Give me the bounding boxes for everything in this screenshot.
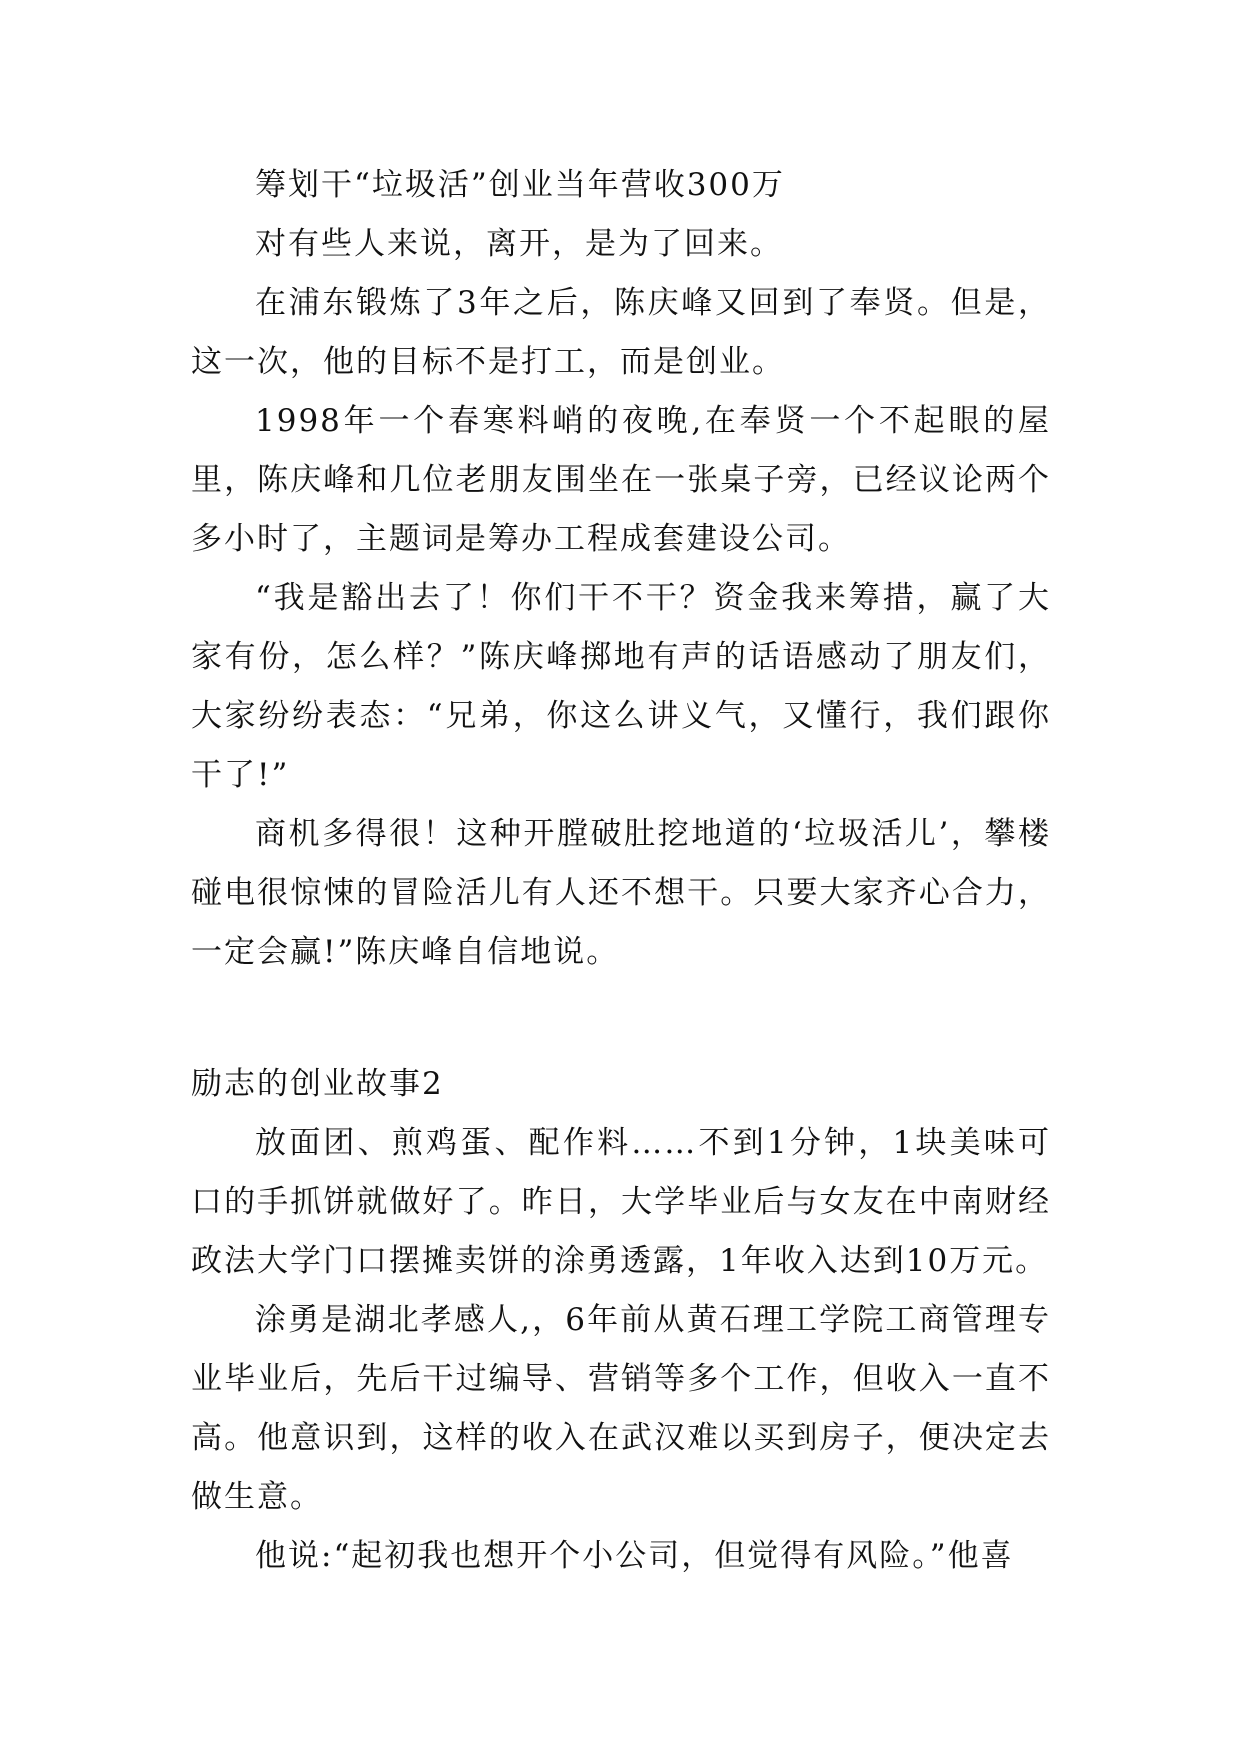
paragraph: 对有些人来说，离开，是为了回来。 [255,226,783,262]
section-gap [191,982,1051,1055]
paragraph: “我是豁出去了！你们干不干？资金我来筹措，赢了大家有份，怎么样？”陈庆峰掷地有声的话语感动了朋友们，大家纷纷表态：“兄弟，你这么讲义气，又懂行，我们跟你干了!” [191,580,1051,793]
paragraph: 在浦东锻炼了3年之后，陈庆峰又回到了奉贤。但是，这一次，他的目标不是打工，而是创业。 [191,285,1051,380]
paragraph: 1998年一个春寒料峭的夜晚,在奉贤一个不起眼的屋里，陈庆峰和几位老朋友围坐在一张桌子旁，已经议论两个多小时了，主题词是筹办工程成套建设公司。 [191,403,1051,557]
paragraph: 他说:“起初我也想开个小公司，但觉得有风险。”他喜 [255,1538,1014,1574]
document-body [191,156,1051,1586]
paragraph: 涂勇是湖北孝感人,，6年前从黄石理工学院工商管理专业毕业后，先后干过编导、营销等多个工作，但收入一直不高。他意识到，这样的收入在武汉难以买到房子，便决定去做生意。 [191,1302,1051,1515]
paragraph: 筹划干“垃圾活”创业当年营收300万 [255,167,785,203]
paragraph: 商机多得很！这种开膛破肚挖地道的‘垃圾活儿’，攀楼碰电很惊悚的冒险活儿有人还不想干。只要大家齐心合力，一定会赢!”陈庆峰自信地说。 [191,816,1051,970]
section-heading: 励志的创业故事2 [191,1066,444,1102]
paragraph: 放面团、煎鸡蛋、配作料……不到1分钟，1块美味可口的手抓饼就做好了。昨日，大学毕业后与女友在中南财经政法大学门口摆摊卖饼的涂勇透露，1年收入达到10万元。 [191,1125,1051,1279]
